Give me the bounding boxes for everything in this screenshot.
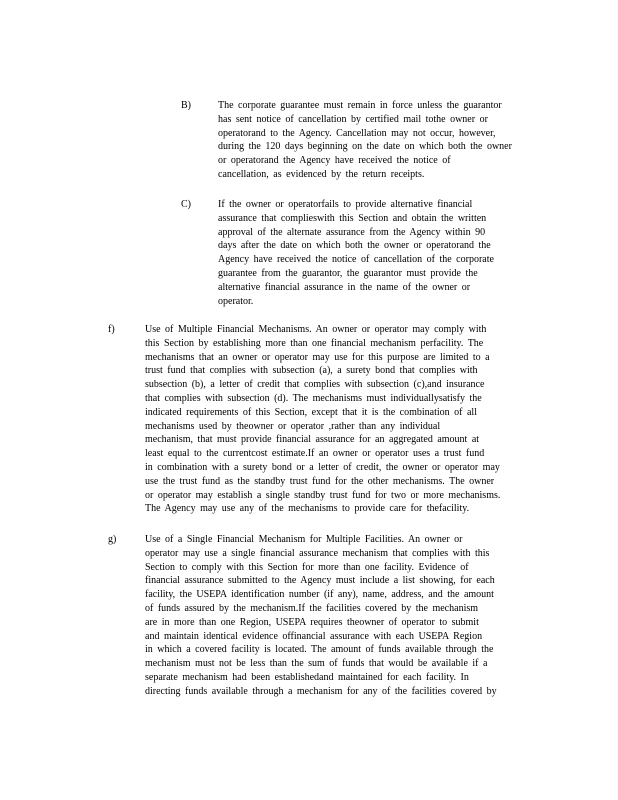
text-line: has sent notice of cancellation by certified mail tothe owner or — [218, 113, 488, 125]
text-line: and maintain identical evidence offinancial assurance with each USEPA Region — [145, 630, 483, 642]
text-line: The Agency may use any of the mechanisms to provide care for thefacility. — [145, 503, 470, 515]
text-line: Agency have received the notice of cancellation of the corporate — [218, 254, 494, 266]
text-line: If the owner or operatorfails to provide alternative financial — [218, 199, 473, 210]
paragraph-marker-f: f) — [108, 324, 115, 335]
text-line: in combination with a surety bond or a letter of credit, the owner or operator may — [145, 461, 500, 473]
text-line: operator. — [218, 295, 254, 307]
text-line: during the 120 days beginning on the date on which both the owner — [218, 141, 512, 153]
text-line: are in more than one Region, USEPA requires theowner of operator to submit — [145, 616, 479, 628]
text-line: indicated requirements of this Section, except that it is the combination of all — [145, 406, 477, 418]
paragraph-marker-g: g) — [108, 534, 117, 545]
text-line: least equal to the currentcost estimate.If an owner or operator uses a trust fund — [145, 448, 485, 460]
text-line: subsection (b), a letter of credit that complies with subsection (c),and insurance — [145, 379, 485, 391]
text-line: separate mechanism had been establishedand maintained for each facility. In — [145, 671, 469, 683]
text-line: mechanisms used by theowner or operator ,rather than any individual — [145, 420, 441, 432]
text-line: Use of a Single Financial Mechanism for Multiple Facilities. An owner or — [145, 534, 463, 545]
paragraph-body-c — [218, 198, 539, 308]
paragraph-marker-c: C) — [181, 199, 191, 210]
text-line: Section to comply with this Section for more than one facility. Evidence of — [145, 561, 469, 573]
text-line: Use of Multiple Financial Mechanisms. An owner or operator may comply with — [145, 324, 487, 335]
paragraph-body-f — [145, 323, 540, 516]
text-line: trust fund that complies with subsection (a), a surety bond that complies with — [145, 365, 478, 377]
text-line: alternative financial assurance in the name of the owner or — [218, 281, 471, 293]
paragraph-body-g — [145, 533, 540, 699]
text-line: of funds assured by the mechanism.If the facilities covered by the mechanism — [145, 602, 479, 614]
text-line: guarantee from the guarantor, the guarantor must provide the — [218, 267, 478, 279]
text-line: mechanisms that an owner or operator may use for this purpose are limited to a — [145, 351, 490, 363]
text-line: approval of the alternate assurance from the Agency within 90 — [218, 226, 486, 238]
text-line: or operatorand the Agency have received the notice of — [218, 155, 451, 167]
text-line: directing funds available through a mechanism for any of the facilities covered by — [145, 685, 497, 697]
text-line: mechanism, that must provide financial assurance for an aggregated amount at — [145, 434, 480, 446]
text-line: cancellation, as evidenced by the return receipts. — [218, 168, 425, 180]
text-line: that complies with subsection (d). The mechanisms must individuallysatisfy the — [145, 392, 482, 404]
text-line: operator may use a single financial assurance mechanism that complies with this — [145, 547, 490, 559]
paragraph-body-b — [218, 99, 539, 182]
text-line: facility, the USEPA identification number (if any), name, address, and the amount — [145, 589, 494, 601]
text-line: operatorand to the Agency. Cancellation may not occur, however, — [218, 127, 496, 139]
text-line: The corporate guarantee must remain in force unless the guarantor — [218, 100, 502, 111]
text-line: financial assurance submitted to the Agency must include a list showing, for each — [145, 575, 495, 587]
text-line: assurance that complieswith this Section and obtain the written — [218, 212, 487, 224]
text-line: mechanism must not be less than the sum of funds that would be available if a — [145, 658, 488, 670]
text-line: in which a covered facility is located. The amount of funds available through the — [145, 644, 494, 656]
text-line: days after the date on which both the owner or operatorand the — [218, 240, 491, 252]
text-line: use the trust fund as the standby trust fund for the other mechanisms. The owner — [145, 475, 495, 487]
text-line: or operator may establish a single standby trust fund for two or more mechanisms. — [145, 489, 501, 501]
text-line: this Section by establishing more than one financial mechanism perfacility. The — [145, 337, 484, 349]
paragraph-marker-b: B) — [181, 100, 191, 111]
